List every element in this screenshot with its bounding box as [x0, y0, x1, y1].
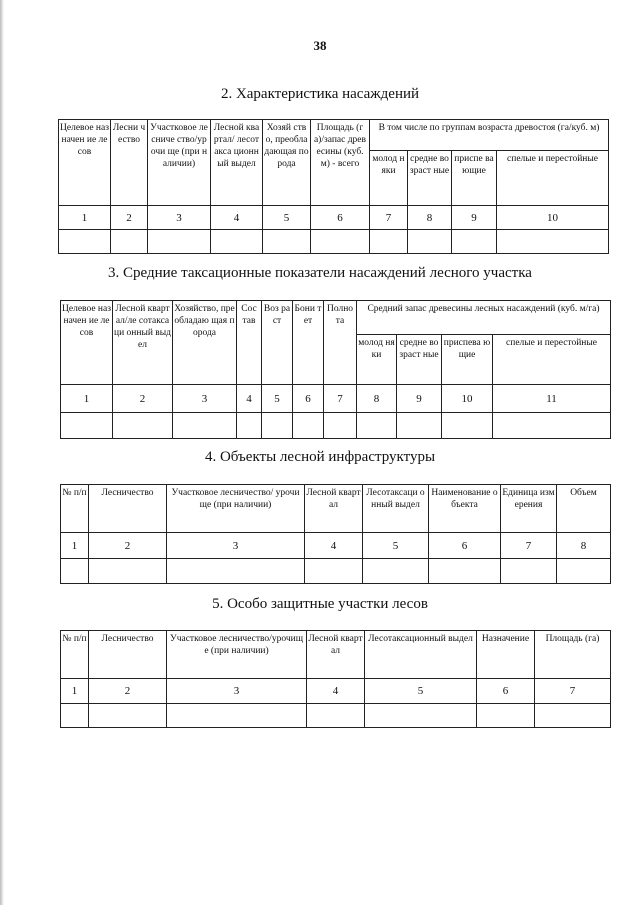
table-plantation-characteristics [58, 119, 609, 254]
column-number: 4 [305, 533, 363, 559]
sub-header-cell: приспе вающие [452, 151, 497, 206]
sub-header-cell: молод няки [370, 151, 408, 206]
column-number: 2 [113, 385, 173, 413]
header-cell: Лесной квартал/ лесотакса ционный выдел [211, 120, 263, 206]
column-number: 6 [477, 679, 535, 704]
header-cell: № п/п [61, 485, 89, 533]
header-cell: Объем [557, 485, 611, 533]
column-number: 6 [293, 385, 324, 413]
column-number: 5 [263, 206, 311, 230]
section-title-1: 2. Характеристика насаждений [220, 86, 420, 102]
column-number: 3 [167, 679, 307, 704]
sub-header-cell: молод няки [357, 335, 397, 385]
column-number: 3 [167, 533, 305, 559]
header-cell: Воз раст [262, 301, 293, 385]
header-cell: Лесной квартал/ле сотаксаци онный выдел [113, 301, 173, 385]
column-number: 10 [442, 385, 493, 413]
column-number: 4 [307, 679, 365, 704]
column-number: 3 [173, 385, 237, 413]
sub-header-cell: спелые и перестойные [493, 335, 611, 385]
sub-header-cell: средне возраст ные [397, 335, 442, 385]
table-row-empty [59, 230, 609, 254]
column-number: 9 [452, 206, 497, 230]
column-number: 4 [211, 206, 263, 230]
column-number: 1 [61, 679, 89, 704]
header-cell: Назначение [477, 631, 535, 679]
header-cell: Наименование объекта [429, 485, 501, 533]
header-cell: Лесничество [89, 631, 167, 679]
column-number: 11 [493, 385, 611, 413]
table-row-empty [61, 413, 611, 439]
header-cell: № п/п [61, 631, 89, 679]
header-cell: Единица измерения [501, 485, 557, 533]
column-number: 6 [429, 533, 501, 559]
section-title-2: 3. Средние таксационные показатели насаждений лесного участка [108, 265, 532, 281]
header-cell: Лесни чество [111, 120, 148, 206]
header-cell: Лесничество [89, 485, 167, 533]
section-title-3: 4. Объекты лесной инфраструктуры [204, 449, 436, 465]
table-row-empty [61, 704, 611, 728]
column-number: 3 [148, 206, 211, 230]
header-cell: Целевое назначен ие лесов [59, 120, 111, 206]
column-number: 7 [535, 679, 611, 704]
column-number: 5 [365, 679, 477, 704]
header-cell: Лесотаксаци онный выдел [363, 485, 429, 533]
table-average-taxation [60, 300, 611, 439]
column-number: 1 [61, 533, 89, 559]
header-cell: Хозяй ство, преобла дающая порода [263, 120, 311, 206]
column-number: 10 [497, 206, 609, 230]
table-row-empty [61, 559, 611, 584]
column-number: 1 [61, 385, 113, 413]
section-title-4: 5. Особо защитные участки лесов [212, 596, 428, 612]
header-cell: Участковое лесниче ство/урочи ще (при наличии) [148, 120, 211, 206]
header-cell: Площадь (га)/запас древесины (куб. м) - всего [311, 120, 370, 206]
column-number: 5 [363, 533, 429, 559]
column-number: 1 [59, 206, 111, 230]
sub-header-cell: средне возраст ные [408, 151, 452, 206]
header-cell: Сос тав [237, 301, 262, 385]
group-header-cell: Средний запас древесины лесных насаждений (куб. м/га) [357, 301, 611, 335]
header-cell: Участковое лесничество/ урочище (при наличии) [167, 485, 305, 533]
column-number: 9 [397, 385, 442, 413]
header-cell: Лесной квартал [307, 631, 365, 679]
column-number: 8 [408, 206, 452, 230]
column-number: 7 [370, 206, 408, 230]
column-number: 2 [89, 679, 167, 704]
table-protected-areas [60, 630, 611, 728]
column-number: 6 [311, 206, 370, 230]
column-number: 2 [111, 206, 148, 230]
header-cell: Площадь (га) [535, 631, 611, 679]
sub-header-cell: приспева ющие [442, 335, 493, 385]
page-number: 38 [313, 38, 327, 53]
header-cell: Полно та [324, 301, 357, 385]
header-cell: Лесной квартал [305, 485, 363, 533]
header-cell: Участковое лесничество/урочище (при наличии) [167, 631, 307, 679]
column-number: 7 [324, 385, 357, 413]
header-cell: Хозяйство, преобладаю щая порода [173, 301, 237, 385]
header-cell: Целевое назначен ие лесов [61, 301, 113, 385]
header-cell: Бони тет [293, 301, 324, 385]
column-number: 4 [237, 385, 262, 413]
column-number: 8 [557, 533, 611, 559]
group-header-cell: В том числе по группам возраста древостоя (га/куб. м) [370, 120, 609, 151]
column-number: 7 [501, 533, 557, 559]
column-number: 5 [262, 385, 293, 413]
header-cell: Лесотаксационный выдел [365, 631, 477, 679]
table-forest-infrastructure [60, 484, 611, 584]
sub-header-cell: спелые и перестойные [497, 151, 609, 206]
column-number: 2 [89, 533, 167, 559]
column-number: 8 [357, 385, 397, 413]
